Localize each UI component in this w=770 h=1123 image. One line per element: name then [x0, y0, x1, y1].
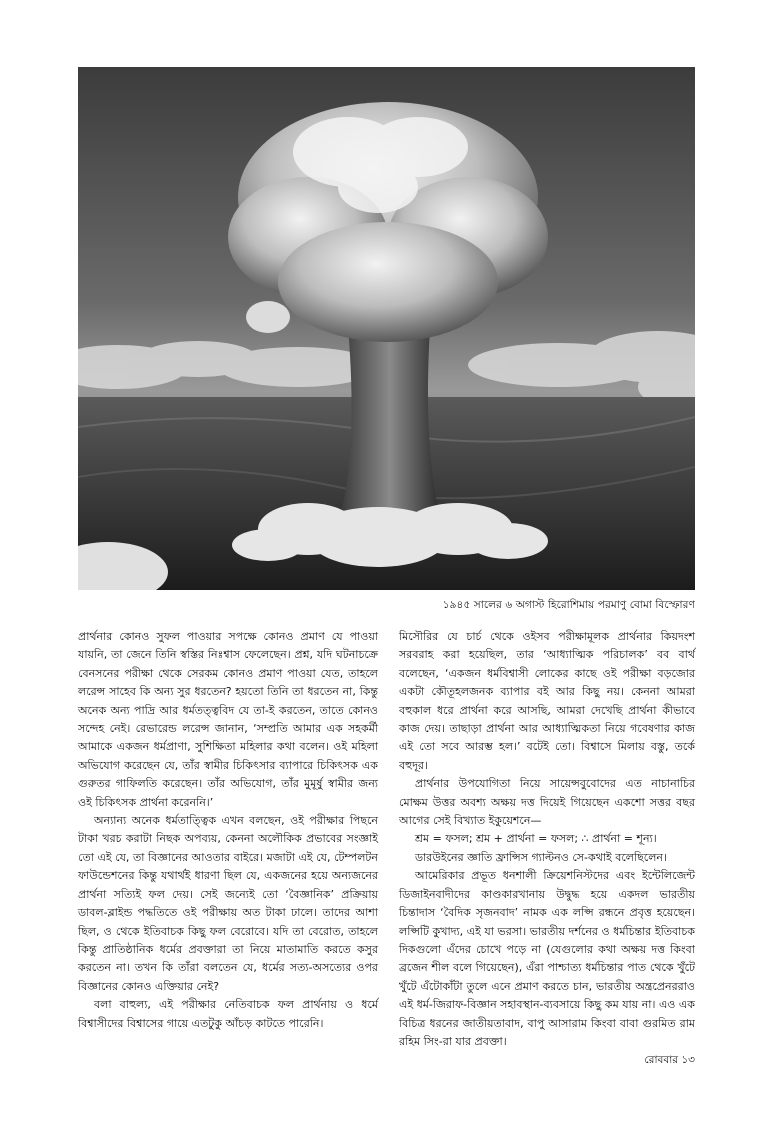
body-paragraph: প্রার্থনার কোনও সুফল পাওয়ার সপক্ষে কোনও প্রমাণ যে পাওয়া যায়নি, তা জেনে তিনি স্বস্তির নিঃশ্বাস ফেলেছেন। প্রশ্ন, যদি ঘটনাচক্রে বেনসনের পরীক্ষা থেকে সেরকম কোনও প্রমাণ পাওয়া যেত, তাহলে লরেন্স সাহেব কি অন্য সুর ধরতেন? হয়তো তিনি তা ধরতেন না, কিন্তু অনেক অন্য পাদ্রি আর ধর্মতত্ত্ববিদ যে তা-ই করতেন, তাতে কোনও সন্দেহ নেই। রেভারেন্ড লরেন্স জানান, ‘সম্প্রতি আমার এক সহকর্মী আমাকে একজন ধর্মপ্রাণা, সুশিক্ষিতা মহিলার কথা বলেন। ওই মহিলা অভিযোগ করেছেন যে, তাঁর স্বামীর চিকিৎসার ব্যাপারে চিকিৎসক এক গুরুতর গাফিলতি করেছেন। তাঁর অভিযোগ, তাঁর মুমূর্ষু স্বামীর জন্য ওই চিকিৎসক প্রার্থনা করেননি।’	[78, 630, 378, 809]
body-paragraph: ডারউইনের জ্ঞাতি ফ্রান্সিস গ্যাল্টনও সে-কথাই বলেছিলেন।	[415, 850, 667, 864]
body-paragraph: অন্যান্য অনেক ধর্মতাত্ত্বিক এখন বলছেন, ওই পরীক্ষার পিছনে টাকা খরচ করাটা নিছক অপব্যয়, কেননা অলৌকিক প্রভাবের সংজ্ঞাই তো এই যে, তা বিজ্ঞানের আওতার বাইরে। মজাটা এই যে, টেম্পলটন ফাউন্ডেশনের কিন্তু যথার্থই ধারণা ছিল যে, একজনের হয়ে অন্যজনের প্রার্থনা সত্যিই ফল দেয়। সেই জন্যেই তো ‘বৈজ্ঞানিক’ প্রক্রিয়ায় ডাবল-ব্লাইন্ড পদ্ধতিতে ওই পরীক্ষায় অত টাকা ঢালে। তাদের আশা ছিল, ও থেকে ইতিবাচক কিছু ফল বেরোবে। যদি তা বেরোত, তাহলে কিন্তু প্রাতিষ্ঠানিক ধর্মের প্রবক্তারা তা নিয়ে মাতামাতি করতে কসুর করতেন না। তখন কি তাঁরা বলতেন যে, ধর্মের সত্য-অসত্যের ওপর বিজ্ঞানের কোনও এক্তিয়ার নেই?	[78, 814, 378, 993]
article-column-right	[399, 628, 695, 1051]
body-paragraph: মিসৌরির যে চার্চ থেকে ওইসব পরীক্ষামূলক প্রার্থনার কিয়দংশ সরবরাহ করা হয়েছিল, তার ‘আধ্যাত্মিক পরিচালক’ বব বার্থ বলেছেন, ‘একজন ধর্মবিশ্বাসী লোকের কাছে ওই পরীক্ষা বড়জোর একটা কৌতূহলজনক ব্যাপার বই আর কিছু নয়। কেননা আমরা বহুকাল ধরে প্রার্থনা করে আসছি, আমরা দেখেছি প্রার্থনা কীভাবে কাজ দেয়। তাছাড়া প্রার্থনা আর আধ্যাত্মিকতা নিয়ে গবেষণার কাজ এই তো সবে আরম্ভ হল।’ বটেই তো। বিশ্বাসে মিলায় বস্তু, তর্কে বহুদূর।	[399, 630, 695, 772]
page-folio: রোববার ১৩	[644, 1054, 695, 1066]
photo-caption: ১৯৪৫ সালের ৬ অগাস্ট হিরোশিমায় পরমাণু বোমা বিস্ফোরণ	[442, 599, 695, 611]
body-paragraph: আমেরিকার প্রভূত ধনশালী ক্রিয়েশনিস্টদের এবং ইন্টেলিজেন্ট ডিজাইনবাদীদের কাণ্ডকারখানায় উদ্বুদ্ধ হয়ে একদল ভারতীয় চিন্তাদাস ‘বৈদিক সৃজনবাদ’ নামক এক লপ্সি রন্ধনে প্রবৃত্ত হয়েছেন। লপ্সিটি কুখাদ্য, এই যা ভরসা। ভারতীয় দর্শনের ও ধর্মচিন্তার ইতিবাচক দিকগুলো এঁদের চোখে পড়ে না (যেগুলোর কথা অক্ষয় দত্ত কিংবা ব্রজেন শীল বলে গিয়েছেন), এঁরা পাশ্চাত্য ধর্মচিন্তার পাত থেকে খুঁটে খুঁটে এঁটোকাঁটা তুলে এনে প্রমাণ করতে চান, ভারতীয় অন্ত্রপ্রেনররাও এই ধর্ম-জিরাফ-বিজ্ঞান সহাবস্থান-ব্যবসায়ে কিছু কম যায় না। এও এক বিচিত্র ধরনের জাতীয়তাবাদ, বাপু আসারাম কিংবা বাবা গুরমিত রাম রহিম সিং-রা যার প্রবক্তা।	[399, 869, 695, 1048]
body-paragraph: বলা বাহুল্য, এই পরীক্ষার নেতিবাচক ফল প্রার্থনায় ও ধর্মে বিশ্বাসীদের বিশ্বাসের গায়ে এতটুকু আঁচড় কাটতে পারেনি।	[78, 998, 378, 1030]
photo-illustration	[78, 67, 695, 590]
mushroom-cloud-photo	[78, 67, 695, 590]
body-paragraph: প্রার্থনার উপযোগিতা নিয়ে সায়েন্সবুবোদের এত নাচানাচির মোক্ষম উত্তর অবশ্য অক্ষয় দত্ত দিয়েই গিয়েছেন একশো সত্তর বছর আগের সেই বিখ্যাত ইকুয়েশনে—	[399, 777, 695, 828]
equation-line: শ্রম = ফসল; শ্রম + প্রার্থনা = ফসল; ∴ প্রার্থনা = শূন্য।	[415, 832, 657, 846]
article-column-left	[78, 628, 378, 1033]
